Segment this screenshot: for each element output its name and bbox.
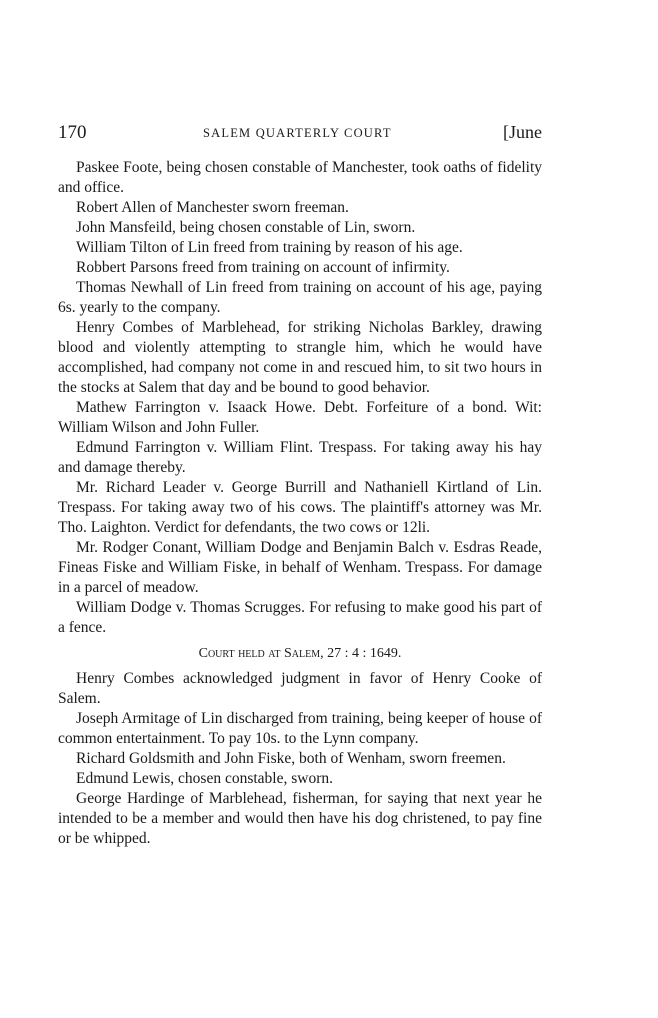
paragraph: Richard Goldsmith and John Fiske, both of Wenham, sworn freemen. [76,750,506,767]
page-body [58,158,542,849]
paragraph: Thomas Newhall of Lin freed from training on account of his age, paying 6s. yearly to the company. [58,279,542,316]
running-month: [June [503,122,542,142]
running-header [58,120,542,148]
paragraph: Mr. Richard Leader v. George Burrill and Nathaniell Kirtland of Lin. Trespass. For taking away two of his cows. The plaintiff's attorney was Mr. Tho. Laighton. Verdict for defendants, the two cows or 12li. [58,479,542,536]
paragraph: Henry Combes of Marblehead, for striking Nicholas Barkley, drawing blood and violently attempting to strangle him, which he would have accomplished, had company not come in and rescued him, to sit two hours in the stocks at Salem that day and be bound to good behavior. [58,319,542,396]
paragraph: Edmund Lewis, chosen constable, sworn. [76,770,333,787]
book-page [58,120,542,849]
paragraph: William Tilton of Lin freed from training by reason of his age. [76,239,463,256]
paragraph: Robbert Parsons freed from training on account of infirmity. [76,259,450,276]
paragraph: George Hardinge of Marblehead, fisherman, for saying that next year he intended to be a member and would then have his dog christened, to pay fine or be whipped. [58,790,542,847]
paragraph: William Dodge v. Thomas Scrugges. For refusing to make good his part of a fence. [58,599,542,636]
page-number: 170 [58,122,87,143]
section-heading-date: 27 : 4 : 1649. [327,646,402,661]
section-heading-label: Court held at Salem, [198,646,324,661]
paragraph: Joseph Armitage of Lin discharged from training, being keeper of house of common entertainment. To pay 10s. to the Lynn company. [58,710,542,747]
paragraph: Mr. Rodger Conant, William Dodge and Benjamin Balch v. Esdras Reade, Fineas Fiske and William Fiske, in behalf of Wenham. Trespass. For damage in a parcel of meadow. [58,539,542,596]
paragraph: Henry Combes acknowledged judgment in favor of Henry Cooke of Salem. [58,670,542,707]
paragraph: Paskee Foote, being chosen constable of Manchester, took oaths of fidelity and office. [58,159,542,196]
paragraph: Edmund Farrington v. William Flint. Trespass. For taking away his hay and damage thereby. [58,439,542,476]
paragraph: Robert Allen of Manchester sworn freeman. [76,199,349,216]
paragraph: Mathew Farrington v. Isaack Howe. Debt. Forfeiture of a bond. Wit: William Wilson and John Fuller. [58,399,542,436]
running-title: SALEM QUARTERLY COURT [203,126,392,140]
section-heading [58,644,542,664]
paragraph: John Mansfeild, being chosen constable of Lin, sworn. [76,219,416,236]
